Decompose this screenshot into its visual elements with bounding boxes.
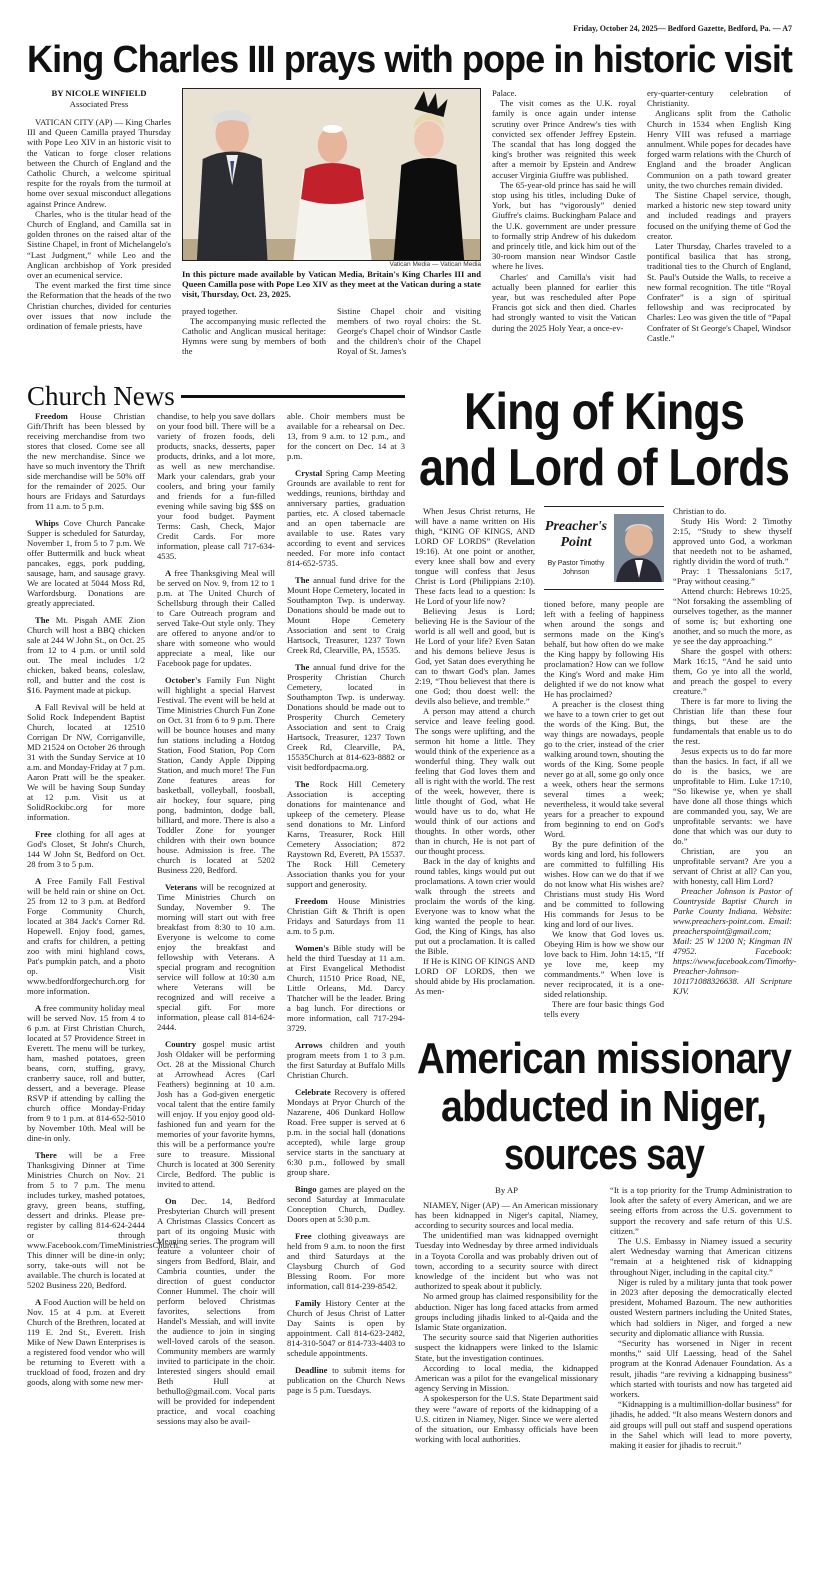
item-text: History Center at the Church of Jesus Christ of Latter Day Saints is open by appointment. Call 814-623-2482, 814-310-5047 or 814-733-4403 to schedule appointments.: [287, 1298, 405, 1358]
item-text: House Ministries Christian Gift & Thrift is open Fridays and Saturdays from 11 a.m. to 5 p.m.: [287, 896, 405, 936]
item-text: will be recognized at Time Ministries Church on Sunday, November 9. The morning will start out with free breakfast from 8:30 to 10 a.m. Everyone is welcome to come enjoy the breakfast and fellowship with Veterans. A special program and recognition service will follow at 10:30 a.m where Veterans will be recognized and will receive a special gift. For more information, please call 814-624-2444.: [157, 882, 275, 1032]
church-news-item: [287, 1040, 405, 1080]
preachers-point-text: [544, 519, 608, 577]
paragraph: The security source said that Nigerien authorities suspect the kidnappers were linked to the Islamic State, but the investigation continues.: [415, 1332, 598, 1363]
headline-text: King Charles III prays with pope in historic visit: [27, 39, 792, 81]
paragraph: The U.S. Embassy in Niamey issued a security alert Wednesday warning that American citizens “remain at a heightened risk of kidnapping throughout Niger, including in the capital city.”: [610, 1236, 792, 1277]
paragraph: When Jesus Christ returns, He will have a name written on His thigh, “KING OF KINGS, AND LORD OF LORDS” (Revelation 19:16). At one point or another, every knee shall bow and every tongue will confess that Jesus Christ is Lord (Philippians 2:10). These facts lead to a question: Is He Lord of your life now?: [415, 506, 535, 606]
church-news-item: [27, 702, 145, 822]
church-news-item: [287, 662, 405, 772]
niger-col2: [610, 1185, 792, 1450]
paragraph: VATICAN CITY (AP) — King Charles III and Queen Camilla prayed Thursday with Pope Leo XIV in an historic visit to the Vatican to forge closer relations between the Church of England and the Catholic Church, a welcome spiritual respite for the royals from the turmoil at home over sexual misconduct allegations against Prince Andrew.: [27, 117, 171, 209]
church-news-item: [287, 411, 405, 461]
paragraph: Christian, are you an unprofitable servant? Are you a servant of Christ at all? Can you, with honesty, call Him Lord?: [673, 846, 792, 886]
church-news-col3: [287, 411, 405, 1426]
item-lead: A: [35, 702, 42, 712]
item-lead: Free: [295, 1231, 312, 1241]
paragraph: Charles, who is the titular head of the Church of England, and Camilla sat in golden thrones on the raised altar of the Sistine Chapel, in front of Michelangelo's “Last Judgment,” while Leo and the Anglican archbishop of York presided over an ecumenical service.: [27, 208, 171, 281]
paragraph: No armed group has claimed responsibility for the abduction. Niger has long faced attacks from armed groups including jihadis linked to al-Qaida and the Islamic State organization.: [415, 1291, 598, 1332]
paragraph: If He is KING OF KINGS AND LORD OF LORDS, then we should abide by His proclamation. As men-: [415, 956, 535, 996]
item-text: Recovery is offered Mondays at Pryor Church of the Nazarene, 406 Dunkard Hollow Road. Free supper is served at 6 p.m. in the social hall (donations accepted), while large group service starts in the sanctuary at 6:30 p.m., followed by small group share.: [287, 1087, 405, 1177]
item-text: annual fund drive for the Mount Hope Cemetery, located in Southampton Twp. is underway. Donations should be made out to Mount Hope Cemetery Association and sent to Craig Hartsock, Treasurer, 1237 Town Creek Rd, Clearville, PA, 15535.: [287, 575, 405, 655]
item-lead: The: [35, 615, 50, 625]
church-news-item: [27, 518, 145, 608]
church-news-item: [157, 568, 275, 668]
paragraph: The event marked the first time since the Reformation that the heads of the two Christian churches, divided for centuries over issues that now include the ordination of female priests, have: [27, 280, 171, 332]
preacher-col1: [415, 506, 535, 1019]
item-text: Dec. 14, Bedford Presbyterian Church will present A Christmas Classics Concert as part of its ongoing Music with Meaning series. The program will feature a volunteer choir of singers from Bedford, Blair, and Cambria counties, under the direction of guest conductor Conner Hummel. The choir will perform beloved Christmas favorites, selections from Handel's Messiah, and will invite the audience to join in singing well-loved carols of the season. Community members are warmly invited to participate in the choir. Interested singers should email Beth Hull at bethullo@gmail.com. Vocal parts will be provided for independent practice, and vocal coaching sessions may also be avail-: [157, 1196, 275, 1426]
item-text: will be a Free Thanksgiving Dinner at Time Ministries Church on Nov. 21 from 5 to 7 p.m. The menu includes turkey, mashed potatoes, gravy, green beans, stuffing, dessert and drinks. Please pre-register by calling 814-624-2444 or through www.Facebook.com/TimeMinistriesChurch. This dinner will be dine-in only; sorry, take-outs will not be available. The church is located at 5202 Business 220, Bedford.: [27, 1150, 181, 1290]
dateline: Friday, October 24, 2025— Bedford Gazette, Bedford, Pa. — A7: [573, 24, 792, 33]
paragraph: The 65-year-old prince has said he will stop using his titles, including Duke of York, but has “vigorously” denied Giuffre's claims. Buckingham Palace and the U.K. government are under pressure to formally strip Andrew of his dukedom and princely title, and kick him out of the 30-room mansion near Windsor Castle where he lives.: [492, 179, 636, 272]
item-lead: There: [35, 1150, 57, 1160]
item-lead: A: [35, 1297, 42, 1307]
item-text: able. Choir members must be available for a rehearsal on Dec. 13, from 9 a.m. to 12 p.m., and for the concert on Dec. 14 at 3 p.m.: [287, 411, 405, 461]
paragraph: Sistine Chapel choir and visiting members of two royal choirs: the St. George's Chapel choir of Windsor Castle and the children's choir of the Chapel Royal of St. James's: [337, 305, 481, 357]
item-lead: Celebrate: [295, 1087, 331, 1097]
paragraph: ery-quarter-century celebration of Christianity.: [647, 88, 791, 109]
section-title-church-news: Church News: [27, 381, 175, 411]
church-news-item: [287, 779, 405, 889]
paragraph: Niger is ruled by a military junta that took power in 2023 after deposing the democratically elected president, Mohamed Bazoum. The new authorities ousted Western partners including the United States, which had soldiers in Niger, and forged a new security and diplomatic alliance with Russia.: [610, 1276, 792, 1338]
paragraph: We know that God loves us. Obeying Him is how we show our love back to Him. John 14:15, “If ye love me, keep my commandments.” When love is never reciprocated, it is a one-sided relationship.: [544, 929, 664, 999]
item-text: to submit items for publication on the Church News page is 5 p.m. Tuesdays.: [287, 1365, 405, 1395]
headline-line: and Lord of Lords: [418, 439, 789, 497]
item-text: Cove Church Pancake Supper is scheduled for Saturday, November 1, from 5 to 7 p.m. We offer Buttermilk and buck wheat pancakes, eggs, pork pudding, sausage, ham, and sausage gravy. We are located at 5044 Moss Rd, Warfordsburg. Donations are greatly appreciated.: [27, 518, 145, 608]
headline-line: abducted in Niger,: [441, 1082, 766, 1131]
item-text: Rock Hill Cemetery Association is accepting donations for maintenance and upkeep of the cemetery. Please send donations to Mr. Linford Karns, Treasurer, Rock Hill Cemetery Association; 872 Raystown Rd, Everett, PA 15537. The Rock Hill Cemetery Association thanks you for your support and generosity.: [287, 779, 405, 889]
niger-columns: [415, 1185, 792, 1450]
preachers-point-byline: By Pastor Timothy Johnson: [547, 560, 605, 576]
paragraph: The visit comes as the U.K. royal family is once again under intense scrutiny over Prince Andrew's ties with convicted sex offender Jeffrey Epstein. The scandal that has long dogged the king's brother was reignited this week after a memoir by Epstein and Andrew accuser Virginia Giuffre was published.: [492, 98, 636, 180]
item-text: annual fund drive for the Prosperity Christian Church Cemetery, located in Southampton Twp. is underway. Donations should be made out to Prosperity Church Cemetery Association and sent to Craig Hartsock, Treasurer, 1237 Town Creek Rd, Clearville, PA, 15535Church at 814-623-8882 or visit bedfordpacma.org.: [287, 662, 405, 772]
item-text: children and youth program meets from 1 to 3 p.m. the first Saturday at Buffalo Mills Christian Church.: [287, 1040, 405, 1080]
church-news-item: [157, 1039, 275, 1189]
paragraph: The accompanying music reflected the Catholic and Anglican musical heritage: Hymns were sung by members of both the: [182, 315, 326, 357]
paragraph: Jesus expects us to do far more than the basics. In fact, if all we do is the basics, we are unprofitable to Him. Luke 17:10, “So likewise ye, when ye shall have done all those things which are commanded you, say, We are unprofitable servants: we have done that which was our duty to do.”: [673, 746, 792, 846]
paragraph: Study His Word: 2 Timothy 2:15, “Study to shew thyself approved unto God, a workman that needeth not to be ashamed, rightly dividin the word of truth.”: [673, 516, 792, 566]
paragraph: A preacher is the closest thing we have to a town crier to get out the words of the King. But, the way things are nowadays, people go to the crier, instead of the crier walking around town, shouting the words of the King. Some people never go at all, some go only once a week, others hear the sermons several times a week; nevertheless, it would take several years for a preacher to expound from beginning to end on God's Word.: [544, 699, 664, 839]
paragraph: Later Thursday, Charles traveled to a pontifical basilica that has strong, traditional ties to the Church of England, St. Paul's Outside the Walls, to receive a new formal recognition. The title “Royal Confrater” is a sign of spiritual fellowship and was reciprocated by Charles: Leo was given the title of “Papal Confrater of St George's Chapel, Windsor Castle.”: [647, 241, 791, 343]
church-news-item: [157, 411, 275, 561]
item-lead: The: [295, 662, 310, 672]
item-text: Bible study will be held the third Tuesday at 11 a.m. at First Evangelical Methodist Church, 11510 Price Road, NE, Little Orleans, Md. Darcy Thatcher will be the leader. Bring a bag lunch. For directions or more information, call 717-294-3729.: [287, 943, 405, 1033]
byline: BY NICOLE WINFIELD: [51, 88, 147, 98]
right-section: [415, 383, 797, 1451]
niger-byline: By AP: [495, 1185, 518, 1195]
church-news-item: [287, 575, 405, 655]
item-text: games are played on the second Saturday at Immaculate Conception Church, Dudley. Doors open at 5:30 p.m.: [287, 1184, 405, 1224]
preacher-col3: [673, 506, 797, 1019]
item-lead: A: [165, 568, 172, 578]
paragraph: prayed together.: [182, 305, 238, 316]
paragraph: Christian to do.: [673, 506, 727, 516]
paragraph: “Security has worsened in Niger in recent months,” said Ulf Laessing, head of the Sahel program at the Konrad Adenauer Foundation. As a result, jihadis “are reviving a kidnapping business” which started with tourists and now has targeted aid workers.: [610, 1338, 792, 1400]
church-news-item: [287, 1087, 405, 1177]
item-lead: Deadline: [295, 1365, 328, 1375]
paragraph: A spokesperson for the U.S. State Department said they were “aware of reports of the kidnapping of a U.S. citizen in Niamey, Niger. Since we were alerted of the situation, our Embassy officials have been working with local authorities.: [415, 1393, 598, 1445]
item-lead: Whips: [35, 518, 59, 528]
lower-section: [27, 381, 797, 1451]
church-news-item: [27, 876, 145, 996]
item-text: clothing for all ages at God's Closet, St John's Church, 144 W John St, Bedford on Oct. 28 from 3 to 5 p.m.: [27, 829, 145, 869]
paragraph: NIAMEY, Niger (AP) — An American missionary has been kidnapped in Niger's capital, Niamey, according to security sources and local media.: [415, 1199, 598, 1230]
item-lead: Veterans: [165, 882, 198, 892]
paragraph: The unidentified man was kidnapped overnight Tuesday into Wednesday by three armed individuals in a Toyota Corolla and was probably driven out of town, according to a security source with direct knowledge of the incident but who was not authorized to speak about it publicly.: [415, 1230, 598, 1292]
item-lead: The: [295, 575, 310, 585]
headline-line: American missionary: [416, 1034, 791, 1083]
preacher-columns: [415, 506, 797, 1019]
item-lead: Crystal: [295, 468, 323, 478]
agency: Associated Press: [69, 98, 129, 109]
church-news-item: [27, 1003, 145, 1143]
church-news-section: [27, 381, 405, 1450]
paragraph: According to local media, the kidnapped American was a pilot for the evangelical missionary agency Serving in Mission.: [415, 1362, 598, 1394]
church-news-item: [287, 1298, 405, 1358]
niger-col1-wrap: [415, 1185, 598, 1450]
church-news-header: [27, 381, 405, 411]
church-news-item: [287, 1231, 405, 1291]
photo-credit: Vatican Media — Vatican Media: [389, 261, 481, 268]
paragraph: Believing Jesus is Lord; believing He is the Saviour of the world is all well and good, but is He Lord of your life? Even Satan and his demons believe Jesus is God, yet Satan does everything he can to thwart God's plan. James 2:19, “Thou believest that there is one God; thou doest well: the devils also believe, and tremble.”: [415, 606, 535, 706]
preacher-col2-wrap: [544, 506, 664, 1019]
item-lead: Women's: [295, 943, 329, 953]
item-lead: A: [35, 876, 42, 886]
item-text: chandise, to help you save dollars on your food bill. There will be a variety of frozen foods, deli products, snacks, desserts, paper products, drinks, and a lot more, as well as new merchandise. Mark your calendars, grab your coolers, and bring your family and friends for a fun-filled evening while saving big $$$ on your food budget. Payment Terms: Cash, Check, Major Credit Cards. For more information, please call 717-634-4535.: [157, 411, 275, 561]
niger-col1: [415, 1200, 598, 1445]
story1-col3: [492, 88, 636, 380]
item-text: Free Family Fall Festival will be held rain or shine on Oct. 25 from 12 to 3 p.m. at Bedford Forge Community Church, located at 384 Jack's Corner Rd. Hopewell. Enjoy food, games, and crafts for children, a petting zoo with mini highland cows, Pat's pumpkin patch, and a photo op. Visit www.bedfordforgechurch.org for more information.: [27, 876, 145, 996]
paragraph: “It is a top priority for the Trump Administration to look after the safety of every American, and we are seeing efforts from across the U.S. government to support the recovery and safe return of this U.S. citizen.”: [610, 1185, 792, 1236]
paragraph: A person may attend a church service and leave feeling good. The songs were uplifting, and the sermon hit home a little. They would think of the experience as a wonderful thing. They walk out feeling that God loves them and all is right with the world. The rest of the week, however, there is little thought of God, what He would have us to do, what He would think of our actions and thoughts. In other words, other than in church, He is not part of our thought process.: [415, 706, 535, 856]
item-text: Family Fun Night will highlight a special Harvest Festival. The event will be held at Time Ministries Church Fun Zone on Oct. 31 from 6 to 9 p.m. There will be bounce houses and many fun stations including a Hotdog Station, Food Station, Pop Corn Station, Candy Apple Dipping Station, and much more! The Fun Zone features areas for basketball, volleyball, foosball, air hockey, four square, ping pong, badminton, dodge ball, billiard, and more. There is also a Toddler Zone for younger children with their own bounce house. Admission is free. The church is located at 5202 Business 220, Bedford.: [157, 675, 275, 875]
preachers-point-title: Preacher's Point: [544, 519, 608, 550]
item-lead: Family: [295, 1298, 321, 1308]
item-text: Mt. Pisgah AME Zion Church will host a BBQ chicken sale at 244 W John St., on Oct. 25 from 12 to 4 p.m. or until sold out. The meal includes 1/2 chicken, baked beans, coleslaw, roll, and butter and the cost is $16. Payment made at pickup.: [27, 615, 145, 695]
item-text: gospel music artist Josh Oldaker will be performing Oct. 28 at the Missional Church at Arrowhead Acres (Carl Feathers) beginning at 10 a.m. Josh has a God-given energetic vocal talent that the entire family will enjoy. If you enjoy good old-fashioned fun and yearn for the memories of your favorite hymns, this will be a performance you're sure to treasure. Missional Church is located at 300 Serenity Circle, Bedford. The public is invited to attend.: [157, 1039, 275, 1189]
paragraph: Charles' and Camilla's visit had actually been planned for earlier this year, but was rescheduled after Pope Francis got sick and then died. Charles had strongly wanted to visit the Vatican during the 2025 Holy Year, a once-ev-: [492, 271, 636, 333]
preacher-col2: [544, 599, 664, 1019]
item-text: Fall Revival will be held at Solid Rock Independent Baptist Church, located at 12510 Corrigan Dr NW, Corriganville, MD 21524 on October 26 through 31 with the Sunday Service at 10 a.m. and Monday-Friday at 7 p.m. Aaron Pratt will be the speaker. We will be having Soup Sunday at 12 p.m. Visit us at SolidRockibc.org for more information.: [27, 702, 145, 822]
paragraph: The Sistine Chapel service, though, marked a historic new step toward unity and included readings and prayers focused on the unifying theme of God the creator.: [647, 190, 791, 241]
paragraph: Palace.: [492, 88, 517, 98]
church-news-item: [287, 896, 405, 936]
item-lead: Free: [35, 829, 52, 839]
item-text: free community holiday meal will be served Nov. 15 from 4 to 6 p.m. at First Christian Church, located at 57 Providence Street in Everett. The menu will be turkey, ham, mashed potatoes, green beans, corn, stuffing, gravy, cranberry sauce, roll and butter, dessert, and a beverage. Please RSVP if attending by calling the church office Monday-Friday from 9 to 1 p.m. at 814-652-5010 by November 10th. Meal will be dine-in only.: [27, 1003, 145, 1143]
preachers-point-box: [544, 506, 664, 590]
item-text: Food Auction will be held on Nov. 15 at 4 p.m. at Everett Church of the Brethren, located at 119 E. 2nd St., Everett. Irish Mike of New Dawn Enterprises is a registered food vendor who will be returning to Everett with a truckload of food, frozen and dry goods, along with some new mer-: [27, 1297, 145, 1387]
item-text: Spring Camp Meeting Grounds are available to rent for weddings, reunions, birthday and anniversary parties, graduation parties, etc. A closed tabernacle and an open tabernacle are available to use. Rates vary according to event and services needed. For more info contact 814-652-5735.: [287, 468, 405, 568]
story1-col4: [647, 88, 791, 380]
headline-niger: [415, 1035, 792, 1179]
church-news-col2: [157, 411, 275, 1426]
headline-king-of-kings: [415, 384, 792, 496]
church-news-item: [157, 675, 275, 875]
photo-column: [182, 88, 481, 380]
paragraph: By the pure definition of the words king and lord, his followers are committed to fulfilling His wishes. How can we do that if we do not know what His wishes are? Christians must study His Word and be committed to following His commands for Jesus to be king and lord of our lives.: [544, 839, 664, 929]
paragraph: tioned before, many people are left with a feeling of happiness when around the songs and sermons made on the King's behalf, but how often do we make the King happy by following His proclamation? How can we follow the King's Word and make Him delighted if we do not know what He has proclaimed?: [544, 599, 664, 699]
story-king-charles: [27, 88, 792, 380]
item-lead: Freedom: [295, 896, 328, 906]
paragraph: Back in the day of knights and round tables, kings would put out proclamations. A town crier would walk through the streets and proclaim the words of the king. Everyone was to know what the king wanted the people to hear. God, the King of Kings, has also put out a proclamation. It is called the Bible.: [415, 856, 535, 956]
story1-subcolumns: [182, 306, 481, 357]
story1-col1: [27, 117, 171, 331]
paragraph: Pray: 1 Thessalonians 5:17, “Pray without ceasing.”: [673, 566, 792, 586]
church-news-item: [157, 1196, 275, 1426]
church-news-item: [27, 829, 145, 869]
item-lead: On: [165, 1196, 177, 1206]
item-text: free Thanksgiving Meal will be served on Nov. 9, from 12 to 1 p.m. at The United Church of Schellsburg through their Called to Care Outreach program and served Take-Out style only. They are offered to anyone and/or to share with someone who would appreciate a meal, like our Facebook page for updates.: [157, 568, 275, 668]
story1-col2b: [337, 306, 481, 357]
item-text: clothing giveaways are held from 9 a.m. to noon the first and third Saturdays at the Claysburg Church of God Blessing Room. For more information, call 814-239-8542.: [287, 1231, 405, 1291]
item-lead: October's: [165, 675, 201, 685]
church-news-item: [287, 1184, 405, 1224]
item-lead: A: [35, 1003, 42, 1013]
item-lead: Bingo: [295, 1184, 317, 1194]
item-lead: Country: [165, 1039, 197, 1049]
church-news-item: [287, 1365, 405, 1395]
item-lead: Freedom: [35, 411, 68, 421]
church-news-item: [27, 615, 145, 695]
item-text: House Christian Gift/Thrift has been blessed by receiving merchandise from two stores that closed. Come see all the new merchandise. Since we have so much inventory the Thrift side merchandise will be 50% off for the remainder of 2025. Our hours are Fridays and Saturdays from 11 a.m. to 5 p.m.: [27, 411, 145, 511]
pastor-photo: [614, 514, 664, 582]
headline-line: sources say: [503, 1130, 704, 1179]
paragraph: There are four basic things God tells every: [544, 999, 664, 1019]
paragraph: Attend church: Hebrews 10:25, “Not forsaking the assembling of ourselves together, as the manner of some is; but exhorting one another, and so much the more, as ye see the day approaching.”: [673, 586, 792, 646]
paragraph: There is far more to living the Christian life than these four things, but these are the fundamentals that enable us to do the rest.: [673, 696, 792, 746]
paragraph: “Kidnapping is a multimillion-dollar business” for jihadis, he added. “It also means Western donors and aid groups will pull out staff and suspend operations in the Sahel which will lead to more poverty, making it easier for jihadis to recruit.”: [610, 1399, 792, 1451]
photo-royals-pope: [182, 88, 481, 261]
church-news-columns: [27, 411, 405, 1426]
story1-col1-wrap: [27, 88, 171, 380]
church-news-item: [27, 1297, 145, 1387]
author-bio: Preacher Johnson is Pastor of Countryside Baptist Church in Parke County Indiana. Website: www.preachers-point.com. Email: preacherspoint@gmail.com; Mail: 25 W 1200 N; Kingman IN 47952. Facebook: https://www.facebook.com/Timothy-Preacher-Johnson-101171088326638. All Scripture KJV.: [673, 886, 797, 996]
paragraph: Share the gospel with others: Mark 16:15, “And he said unto them, Go ye into all the world, and preach the gospel to every creature.”: [673, 646, 792, 696]
headline-line: King of Kings: [463, 383, 744, 441]
paragraph: Anglicans split from the Catholic Church in 1534 when English King Henry VIII was refused a marriage annulment. While popes for decades have forged warm relations with the Church of England and the broader Anglican Communion on a path toward greater unity, the two churches remain divided.: [647, 108, 791, 190]
church-news-item: [157, 882, 275, 1032]
photo-caption: In this picture made available by Vatican Media, Britain's King Charles III and Queen Camilla pose with Pope Leo XIV as they meet at the Vatican during a state visit, Thursday, Oct. 23, 2025.: [182, 269, 481, 300]
item-lead: Arrows: [295, 1040, 323, 1050]
church-news-item: [27, 411, 145, 511]
section-rule: [181, 395, 405, 398]
church-news-item: [287, 468, 405, 568]
church-news-item: [287, 943, 405, 1033]
item-lead: The: [295, 779, 310, 789]
headline-king-charles: [27, 38, 792, 82]
story1-col2a: [182, 306, 326, 357]
church-news-item: [27, 1150, 181, 1290]
